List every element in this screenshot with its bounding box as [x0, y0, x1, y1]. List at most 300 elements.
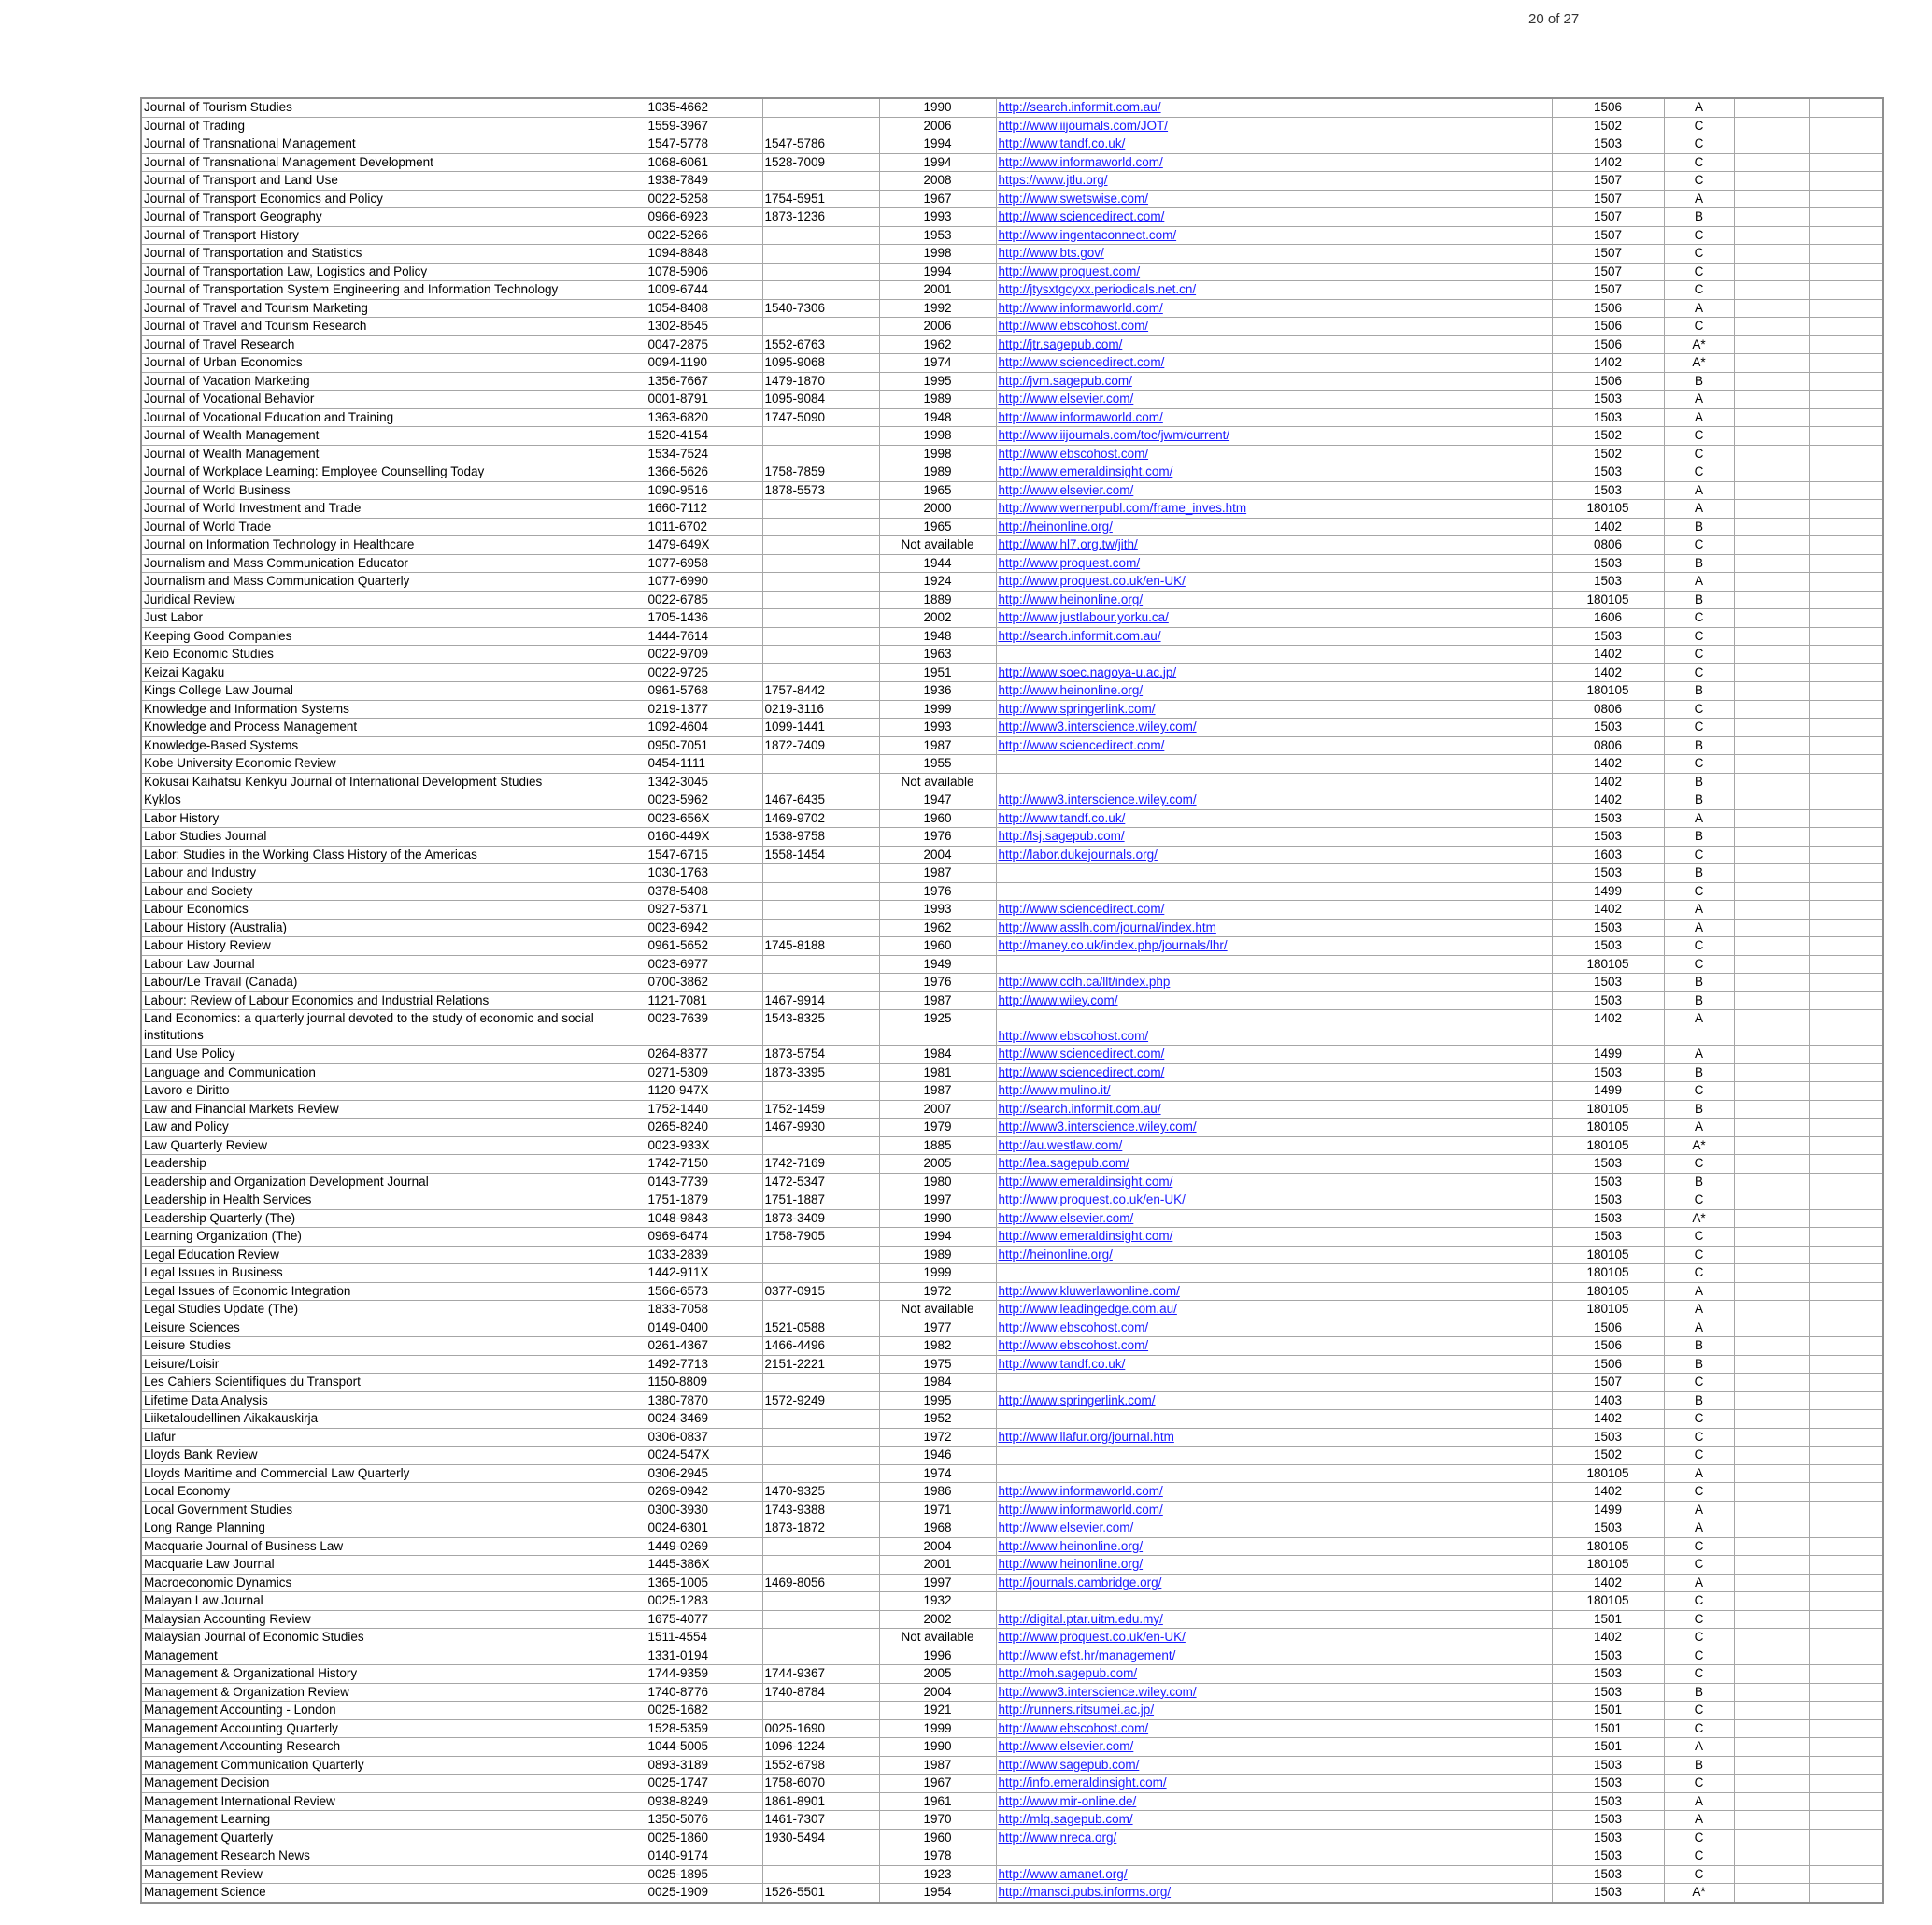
year-cell: Not available: [879, 536, 996, 555]
journal-link[interactable]: http://www.swetswise.com/: [998, 191, 1149, 206]
journal-link[interactable]: http://labor.dukejournals.org/: [998, 847, 1158, 862]
year-cell: 1967: [879, 1775, 996, 1793]
rank-cell: C: [1664, 1610, 1734, 1629]
issn-cell: 1033-2839: [646, 1246, 762, 1264]
table-row: [141, 1191, 1883, 1210]
year-cell: 1974: [879, 1464, 996, 1483]
journal-link[interactable]: http://www.leadingedge.com.au/: [998, 1302, 1177, 1316]
issn-cell: 0149-0400: [646, 1319, 762, 1337]
eissn-cell: 1552-6798: [762, 1756, 879, 1775]
empty-cell: [1809, 864, 1883, 883]
table-row: [141, 518, 1883, 536]
journal-link[interactable]: http://www.tandf.co.uk/: [998, 1356, 1126, 1371]
year-cell: 1987: [879, 736, 996, 755]
table-row: [141, 1811, 1883, 1830]
eissn-cell: 0377-0915: [762, 1282, 879, 1301]
url-cell: [996, 828, 1552, 847]
journal-link[interactable]: http://www.ingentaconnect.com/: [998, 227, 1177, 242]
rank-cell: C: [1664, 1428, 1734, 1447]
for-code-cell: 1402: [1552, 1574, 1664, 1592]
table-row: [141, 372, 1883, 391]
journal-link[interactable]: http://www.elsevier.com/: [998, 392, 1134, 406]
journal-title-cell: Lifetime Data Analysis: [141, 1391, 646, 1410]
rank-cell: C: [1664, 1592, 1734, 1611]
rank-cell: A: [1664, 1574, 1734, 1592]
table-row: [141, 573, 1883, 592]
journal-link[interactable]: http://www.efst.hr/management/: [998, 1647, 1176, 1662]
empty-cell: [1734, 1519, 1809, 1538]
journal-link[interactable]: http://www.proquest.com/: [998, 264, 1141, 278]
journal-title-cell: Keio Economic Studies: [141, 646, 646, 664]
journal-link[interactable]: http://search.informit.com.au/: [998, 100, 1161, 114]
empty-cell: [1809, 955, 1883, 974]
journal-link[interactable]: http://www.emeraldinsight.com/: [998, 1174, 1173, 1189]
table-row: [141, 1647, 1883, 1665]
journal-link[interactable]: http://lea.sagepub.com/: [998, 1156, 1129, 1170]
year-cell: 1982: [879, 1337, 996, 1356]
empty-cell: [1809, 463, 1883, 482]
issn-cell: 1705-1436: [646, 609, 762, 628]
eissn-cell: [762, 518, 879, 536]
rank-cell: C: [1664, 1246, 1734, 1264]
journal-link[interactable]: http://www.proquest.co.uk/en-UK/: [998, 1630, 1186, 1644]
rank-cell: C: [1664, 1264, 1734, 1283]
year-cell: 2001: [879, 281, 996, 300]
journal-link[interactable]: http://www.sciencedirect.com/: [998, 902, 1165, 916]
journal-link[interactable]: http://www.proquest.co.uk/en-UK/: [998, 574, 1186, 588]
issn-cell: 1078-5906: [646, 263, 762, 281]
empty-cell: [1809, 1537, 1883, 1556]
empty-cell: [1809, 1792, 1883, 1811]
journal-link[interactable]: http://www.bts.gov/: [998, 246, 1104, 260]
journal-link[interactable]: http://www.wernerpubl.com/frame_inves.htm: [998, 501, 1247, 515]
url-cell: [996, 372, 1552, 391]
table-row: [141, 591, 1883, 609]
rank-cell: C: [1664, 663, 1734, 682]
journal-link[interactable]: http://www.proquest.com/: [998, 555, 1141, 570]
url-cell: [996, 1355, 1552, 1374]
issn-cell: 1660-7112: [646, 500, 762, 519]
journal-link[interactable]: http://www.hl7.org.tw/jith/: [998, 537, 1138, 551]
journal-link[interactable]: http://info.emeraldinsight.com/: [998, 1775, 1167, 1790]
journal-title-cell: Keizai Kagaku: [141, 663, 646, 682]
empty-cell: [1734, 427, 1809, 446]
journal-link[interactable]: http://www.ebscohost.com/: [998, 319, 1149, 333]
url-cell: [996, 1756, 1552, 1775]
empty-cell: [1734, 263, 1809, 281]
journal-link[interactable]: http://www.sciencedirect.com/: [998, 355, 1165, 369]
year-cell: 1981: [879, 1063, 996, 1082]
rank-cell: A: [1664, 809, 1734, 828]
journal-title-cell: Land Economics: a quarterly journal devoted to the study of economic and social institutions: [141, 1010, 646, 1046]
rank-cell: A*: [1664, 354, 1734, 373]
journal-link[interactable]: http://www.asslh.com/journal/index.htm: [998, 920, 1216, 934]
rank-cell: A: [1664, 1046, 1734, 1064]
eissn-cell: 1740-8784: [762, 1683, 879, 1702]
empty-cell: [1809, 500, 1883, 519]
rank-cell: B: [1664, 518, 1734, 536]
table-row: [141, 281, 1883, 300]
issn-cell: 1559-3967: [646, 117, 762, 135]
journal-title-cell: Macquarie Law Journal: [141, 1556, 646, 1575]
journal-link[interactable]: http://lsj.sagepub.com/: [998, 829, 1125, 843]
url-cell: [996, 773, 1552, 791]
eissn-cell: [762, 773, 879, 791]
for-code-cell: 1503: [1552, 1847, 1664, 1866]
empty-cell: [1809, 1136, 1883, 1155]
url-cell: [996, 1063, 1552, 1082]
eissn-cell: 1747-5090: [762, 408, 879, 427]
journal-link[interactable]: http://digital.ptar.uitm.edu.my/: [998, 1611, 1163, 1626]
journal-link[interactable]: http://www.proquest.co.uk/en-UK/: [998, 1192, 1186, 1206]
url-cell: [996, 1719, 1552, 1738]
eissn-cell: [762, 1702, 879, 1720]
journal-link[interactable]: http://www.informaworld.com/: [998, 300, 1163, 315]
table-row: [141, 1355, 1883, 1374]
journal-link[interactable]: https://www.jtlu.org/: [998, 173, 1108, 187]
for-code-cell: 180105: [1552, 1464, 1664, 1483]
rank-cell: B: [1664, 736, 1734, 755]
journal-link[interactable]: http://www.informaworld.com/: [998, 154, 1163, 169]
journal-link[interactable]: http://www3.interscience.wiley.com/: [998, 792, 1197, 806]
journal-link[interactable]: http://www.amanet.org/: [998, 1866, 1128, 1881]
journal-link[interactable]: http://www.llafur.org/journal.htm: [998, 1429, 1174, 1444]
year-cell: 2008: [879, 172, 996, 191]
journal-title-cell: Journal of Travel and Tourism Research: [141, 318, 646, 336]
journal-link[interactable]: http://www.heinonline.org/: [998, 1557, 1144, 1571]
journal-link[interactable]: http://mansci.pubs.informs.org/: [998, 1885, 1172, 1899]
journal-link[interactable]: http://www.informaworld.com/: [998, 1502, 1163, 1517]
journal-link[interactable]: http://www.heinonline.org/: [998, 592, 1144, 606]
journal-link[interactable]: http://www.ebscohost.com/: [998, 1029, 1149, 1043]
journal-title-cell: Labour History (Australia): [141, 919, 646, 937]
year-cell: 1952: [879, 1410, 996, 1429]
journal-link[interactable]: http://journals.cambridge.org/: [998, 1575, 1162, 1590]
journal-link[interactable]: http://www.elsevier.com/: [998, 1210, 1134, 1225]
rank-cell: A: [1664, 1301, 1734, 1319]
url-cell: [996, 117, 1552, 135]
url-cell: [996, 1592, 1552, 1611]
issn-cell: 1054-8408: [646, 299, 762, 318]
empty-cell: [1734, 153, 1809, 172]
empty-cell: [1734, 408, 1809, 427]
year-cell: 1968: [879, 1519, 996, 1538]
journal-link[interactable]: http://au.westlaw.com/: [998, 1137, 1123, 1152]
issn-cell: 0023-7639: [646, 1010, 762, 1046]
empty-cell: [1734, 591, 1809, 609]
url-cell: [996, 135, 1552, 154]
journal-link[interactable]: http://www.iijournals.com/toc/jwm/current/: [998, 428, 1230, 442]
table-row: [141, 245, 1883, 264]
journal-link[interactable]: http://www.tandf.co.uk/: [998, 136, 1126, 150]
eissn-cell: [762, 1592, 879, 1611]
url-cell: [996, 354, 1552, 373]
url-cell: [996, 1319, 1552, 1337]
table-row: [141, 554, 1883, 573]
journal-link[interactable]: http://heinonline.org/: [998, 1247, 1113, 1262]
year-cell: 1970: [879, 1811, 996, 1830]
table-row: [141, 1082, 1883, 1101]
journal-title-cell: Lloyds Bank Review: [141, 1447, 646, 1465]
journal-link[interactable]: http://www.informaworld.com/: [998, 1484, 1163, 1498]
journal-link[interactable]: http://www.heinonline.org/: [998, 683, 1144, 697]
table-row: [141, 391, 1883, 409]
journal-title-cell: Labor History: [141, 809, 646, 828]
journal-link[interactable]: http://heinonline.org/: [998, 519, 1113, 534]
journal-link[interactable]: http://www.soec.nagoya-u.ac.jp/: [998, 664, 1177, 679]
empty-cell: [1734, 1410, 1809, 1429]
journal-link[interactable]: http://jvm.sagepub.com/: [998, 373, 1132, 388]
year-cell: 1962: [879, 335, 996, 354]
empty-cell: [1809, 335, 1883, 354]
rank-cell: C: [1664, 427, 1734, 446]
empty-cell: [1809, 518, 1883, 536]
table-row: [141, 1374, 1883, 1392]
rank-cell: B: [1664, 1100, 1734, 1119]
journal-link[interactable]: http://search.informit.com.au/: [998, 628, 1161, 643]
journal-link[interactable]: http://www.sagepub.com/: [998, 1757, 1140, 1772]
eissn-cell: 1466-4496: [762, 1337, 879, 1356]
for-code-cell: 1503: [1552, 481, 1664, 500]
journal-link[interactable]: http://www.iijournals.com/JOT/: [998, 118, 1169, 133]
empty-cell: [1809, 1173, 1883, 1191]
eissn-cell: 1758-7905: [762, 1228, 879, 1247]
eissn-cell: [762, 663, 879, 682]
empty-cell: [1734, 1865, 1809, 1884]
year-cell: 1992: [879, 299, 996, 318]
url-cell: [996, 335, 1552, 354]
empty-cell: [1809, 1191, 1883, 1210]
journal-link[interactable]: http://www.mulino.it/: [998, 1083, 1111, 1097]
year-cell: 1999: [879, 700, 996, 719]
empty-cell: [1809, 354, 1883, 373]
empty-cell: [1809, 1665, 1883, 1684]
issn-cell: 0022-9709: [646, 646, 762, 664]
url-cell: [996, 955, 1552, 974]
journal-link[interactable]: http://www.nreca.org/: [998, 1830, 1117, 1845]
rank-cell: B: [1664, 591, 1734, 609]
rank-cell: A: [1664, 1282, 1734, 1301]
rank-cell: A: [1664, 190, 1734, 208]
eissn-cell: 1470-9325: [762, 1483, 879, 1502]
for-code-cell: 180105: [1552, 1537, 1664, 1556]
journal-link[interactable]: http://mlq.sagepub.com/: [998, 1812, 1133, 1826]
rank-cell: C: [1664, 153, 1734, 172]
year-cell: 1948: [879, 408, 996, 427]
table-row: [141, 755, 1883, 774]
eissn-cell: [762, 1082, 879, 1101]
journal-title-cell: Journal of Transportation and Statistics: [141, 245, 646, 264]
journal-title-cell: Leadership in Health Services: [141, 1191, 646, 1210]
rank-cell: C: [1664, 955, 1734, 974]
for-code-cell: 1503: [1552, 937, 1664, 956]
journal-link[interactable]: http://www.sciencedirect.com/: [998, 1064, 1165, 1079]
eissn-cell: 1873-1872: [762, 1519, 879, 1538]
rank-cell: C: [1664, 281, 1734, 300]
journal-link[interactable]: http://www.sciencedirect.com/: [998, 737, 1165, 752]
empty-cell: [1809, 1865, 1883, 1884]
journal-link[interactable]: http://www.wiley.com/: [998, 992, 1118, 1007]
table-row: [141, 1282, 1883, 1301]
rank-cell: C: [1664, 1556, 1734, 1575]
year-cell: 2007: [879, 1100, 996, 1119]
year-cell: Not available: [879, 773, 996, 791]
journal-link[interactable]: http://www.ebscohost.com/: [998, 446, 1149, 461]
for-code-cell: 1402: [1552, 153, 1664, 172]
journal-title-cell: Management Research News: [141, 1847, 646, 1866]
journal-title-cell: Legal Issues of Economic Integration: [141, 1282, 646, 1301]
url-cell: [996, 1537, 1552, 1556]
url-cell: [996, 153, 1552, 172]
issn-cell: 1566-6573: [646, 1282, 762, 1301]
empty-cell: [1734, 335, 1809, 354]
url-cell: [996, 427, 1552, 446]
table-row: [141, 263, 1883, 281]
url-cell: [996, 98, 1552, 117]
journal-link[interactable]: http://maney.co.uk/index.php/journals/lhr/: [998, 938, 1228, 952]
year-cell: 1932: [879, 1592, 996, 1611]
journal-link[interactable]: http://moh.sagepub.com/: [998, 1666, 1138, 1680]
empty-cell: [1809, 1082, 1883, 1101]
journal-link[interactable]: http://www.mir-online.de/: [998, 1793, 1137, 1808]
journal-link[interactable]: http://www.sciencedirect.com/: [998, 1047, 1165, 1061]
rank-cell: C: [1664, 719, 1734, 737]
url-cell: [996, 882, 1552, 901]
journal-link[interactable]: http://www.elsevier.com/: [998, 482, 1134, 497]
empty-cell: [1734, 536, 1809, 555]
journal-link[interactable]: http://www.elsevier.com/: [998, 1739, 1134, 1753]
url-cell: [996, 1337, 1552, 1356]
journal-link[interactable]: http://www.kluwerlawonline.com/: [998, 1283, 1180, 1298]
journal-link[interactable]: http://www.ebscohost.com/: [998, 1319, 1149, 1334]
empty-cell: [1809, 1246, 1883, 1264]
empty-cell: [1809, 682, 1883, 701]
year-cell: 2002: [879, 609, 996, 628]
year-cell: 1990: [879, 1209, 996, 1228]
journal-link[interactable]: http://www3.interscience.wiley.com/: [998, 1684, 1197, 1699]
empty-cell: [1809, 1829, 1883, 1847]
journal-link[interactable]: http://www.springerlink.com/: [998, 701, 1156, 716]
journal-title-cell: Journal of Transportation System Engineering and Information Technology: [141, 281, 646, 300]
for-code-cell: 1507: [1552, 1374, 1664, 1392]
journal-title-cell: Journal of Wealth Management: [141, 445, 646, 463]
empty-cell: [1734, 846, 1809, 864]
rank-cell: C: [1664, 646, 1734, 664]
url-cell: [996, 518, 1552, 536]
empty-cell: [1809, 882, 1883, 901]
rank-cell: A: [1664, 500, 1734, 519]
empty-cell: [1809, 573, 1883, 592]
empty-cell: [1734, 1063, 1809, 1082]
journal-link[interactable]: http://www.informaworld.com/: [998, 409, 1163, 424]
issn-cell: 0025-1860: [646, 1829, 762, 1847]
journal-link[interactable]: http://runners.ritsumei.ac.jp/: [998, 1703, 1155, 1717]
eissn-cell: [762, 263, 879, 281]
journal-link[interactable]: http://www.springerlink.com/: [998, 1392, 1156, 1407]
issn-cell: 1094-8848: [646, 245, 762, 264]
journal-title-cell: Management International Review: [141, 1792, 646, 1811]
for-code-cell: 180105: [1552, 1592, 1664, 1611]
rank-cell: C: [1664, 1228, 1734, 1247]
year-cell: 2006: [879, 318, 996, 336]
journal-link[interactable]: http://www.sciencedirect.com/: [998, 209, 1165, 223]
journal-title-cell: Leadership: [141, 1155, 646, 1174]
table-row: [141, 1447, 1883, 1465]
empty-cell: [1809, 263, 1883, 281]
empty-cell: [1809, 1410, 1883, 1429]
issn-cell: 1675-4077: [646, 1610, 762, 1629]
eissn-cell: 1861-8901: [762, 1792, 879, 1811]
for-code-cell: 1503: [1552, 1647, 1664, 1665]
issn-cell: 0950-7051: [646, 736, 762, 755]
empty-cell: [1809, 1264, 1883, 1283]
eissn-cell: 1751-1887: [762, 1191, 879, 1210]
journal-link[interactable]: http://www.tandf.co.uk/: [998, 810, 1126, 825]
journal-link[interactable]: http://www3.interscience.wiley.com/: [998, 720, 1197, 734]
empty-cell: [1809, 700, 1883, 719]
issn-cell: 0001-8791: [646, 391, 762, 409]
url-cell: [996, 1683, 1552, 1702]
journal-title-cell: Journal of Transport Economics and Policy: [141, 190, 646, 208]
url-cell: [996, 901, 1552, 920]
journal-link[interactable]: http://jtr.sagepub.com/: [998, 336, 1123, 351]
journal-link[interactable]: http://www.emeraldinsight.com/: [998, 464, 1173, 478]
for-code-cell: 1503: [1552, 1756, 1664, 1775]
journal-link[interactable]: http://www.emeraldinsight.com/: [998, 1229, 1173, 1243]
journal-link[interactable]: http://www3.interscience.wiley.com/: [998, 1119, 1197, 1134]
eissn-cell: 1572-9249: [762, 1391, 879, 1410]
empty-cell: [1734, 1683, 1809, 1702]
for-code-cell: 1507: [1552, 263, 1664, 281]
journal-link[interactable]: http://www.justlabour.yorku.ca/: [998, 610, 1169, 624]
empty-cell: [1734, 1282, 1809, 1301]
eissn-cell: [762, 536, 879, 555]
journal-link[interactable]: http://www.heinonline.org/: [998, 1538, 1144, 1553]
for-code-cell: 1507: [1552, 190, 1664, 208]
for-code-cell: 1507: [1552, 226, 1664, 245]
table-row: [141, 1100, 1883, 1119]
url-cell: [996, 1519, 1552, 1538]
url-cell: [996, 263, 1552, 281]
empty-cell: [1809, 1010, 1883, 1046]
year-cell: 1993: [879, 208, 996, 227]
rank-cell: C: [1664, 135, 1734, 154]
journal-title-cell: Malayan Law Journal: [141, 1592, 646, 1611]
url-cell: [996, 663, 1552, 682]
issn-cell: 0261-4367: [646, 1337, 762, 1356]
table-row: [141, 1010, 1883, 1046]
rank-cell: C: [1664, 1865, 1734, 1884]
empty-cell: [1734, 1428, 1809, 1447]
empty-cell: [1734, 719, 1809, 737]
empty-cell: [1809, 846, 1883, 864]
journal-link[interactable]: http://www.ebscohost.com/: [998, 1338, 1149, 1352]
journal-link[interactable]: http://www.ebscohost.com/: [998, 1720, 1149, 1735]
journal-title-cell: Long Range Planning: [141, 1519, 646, 1538]
journal-link[interactable]: http://jtysxtgcyxx.periodicals.net.cn/: [998, 282, 1197, 296]
for-code-cell: 180105: [1552, 1282, 1664, 1301]
table-row: [141, 700, 1883, 719]
table-row: [141, 1738, 1883, 1757]
empty-cell: [1809, 372, 1883, 391]
empty-cell: [1734, 955, 1809, 974]
year-cell: 2004: [879, 846, 996, 864]
for-code-cell: 180105: [1552, 500, 1664, 519]
journal-link[interactable]: http://www.elsevier.com/: [998, 1520, 1134, 1534]
journal-link[interactable]: http://search.informit.com.au/: [998, 1101, 1161, 1116]
empty-cell: [1734, 226, 1809, 245]
journal-link[interactable]: http://www.cclh.ca/llt/index.php: [998, 975, 1171, 989]
